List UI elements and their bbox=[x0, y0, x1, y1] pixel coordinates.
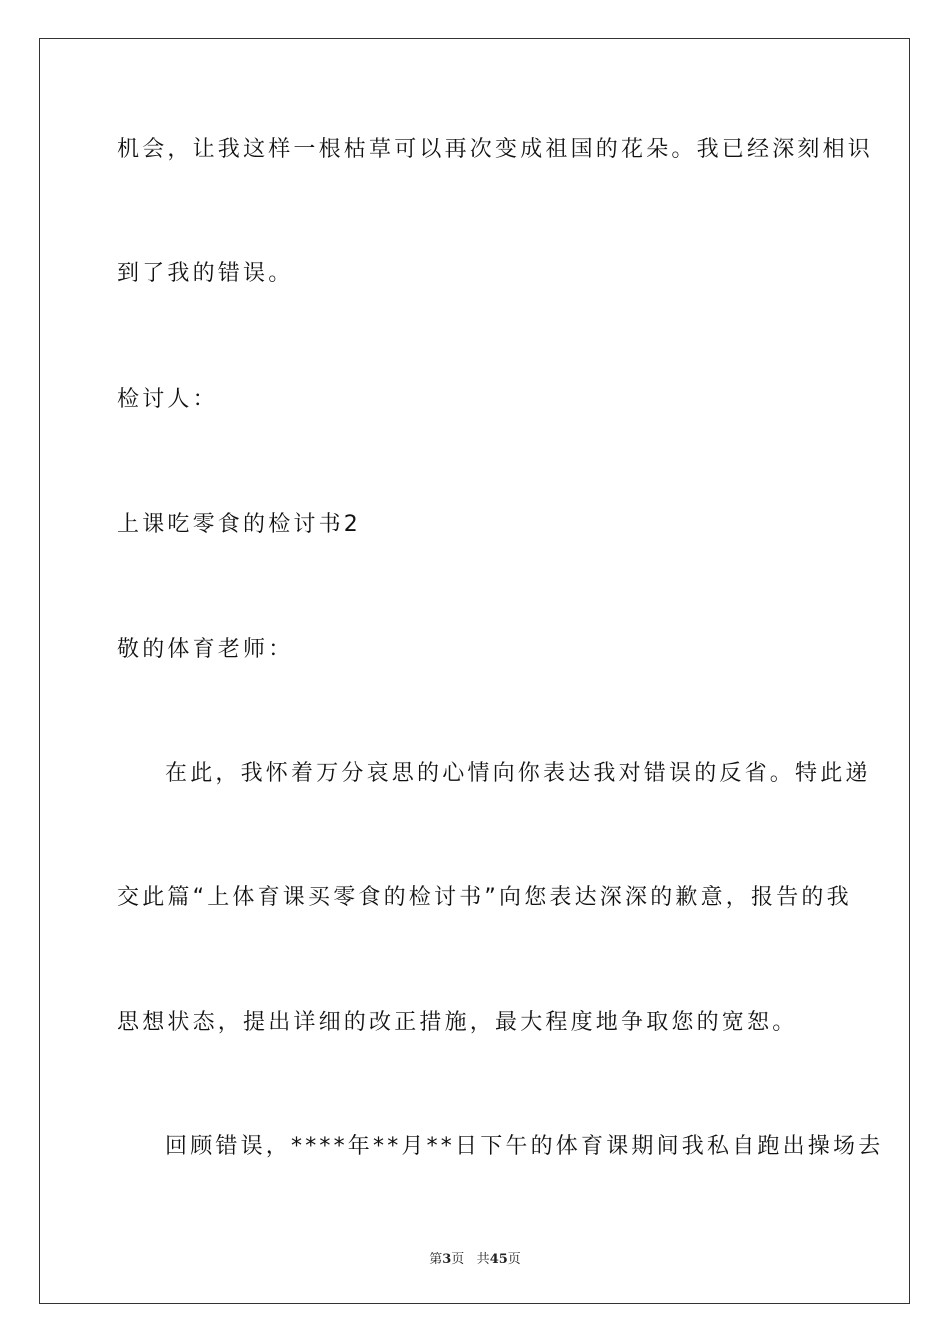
signature-label: 检讨人： bbox=[117, 387, 218, 412]
page-number: 3 bbox=[442, 1252, 452, 1267]
total-suffix: 页 bbox=[507, 1252, 521, 1267]
section-title: 上课吃零食的检讨书2 bbox=[117, 512, 361, 537]
paragraph-1-line-3: 思想状态，提出详细的改正措施，最大程度地争取您的宽恕。 bbox=[117, 1010, 798, 1035]
total-prefix: 共 bbox=[476, 1252, 490, 1267]
paragraph-2-line-1: 回顾错误，****年**月**日下午的体育课期间我私自跑出操场去 bbox=[165, 1134, 884, 1159]
salutation: 敬的体育老师： bbox=[117, 637, 294, 662]
body-text-line-1: 机会，让我这样一根枯草可以再次变成祖国的花朵。我已经深刻相识 bbox=[117, 137, 874, 162]
page-frame bbox=[39, 38, 910, 1304]
page-suffix: 页 bbox=[451, 1252, 465, 1267]
page-footer bbox=[0, 1248, 950, 1267]
paragraph-1-line-2: 交此篇“上体育课买零食的检讨书”向您表达深深的歉意，报告的我 bbox=[117, 885, 852, 910]
body-text-line-2: 到了我的错误。 bbox=[117, 261, 294, 286]
paragraph-1-line-1: 在此，我怀着万分哀思的心情向你表达我对错误的反省。特此递 bbox=[165, 761, 871, 786]
page-prefix: 第 bbox=[429, 1252, 443, 1267]
total-pages: 45 bbox=[489, 1252, 508, 1267]
